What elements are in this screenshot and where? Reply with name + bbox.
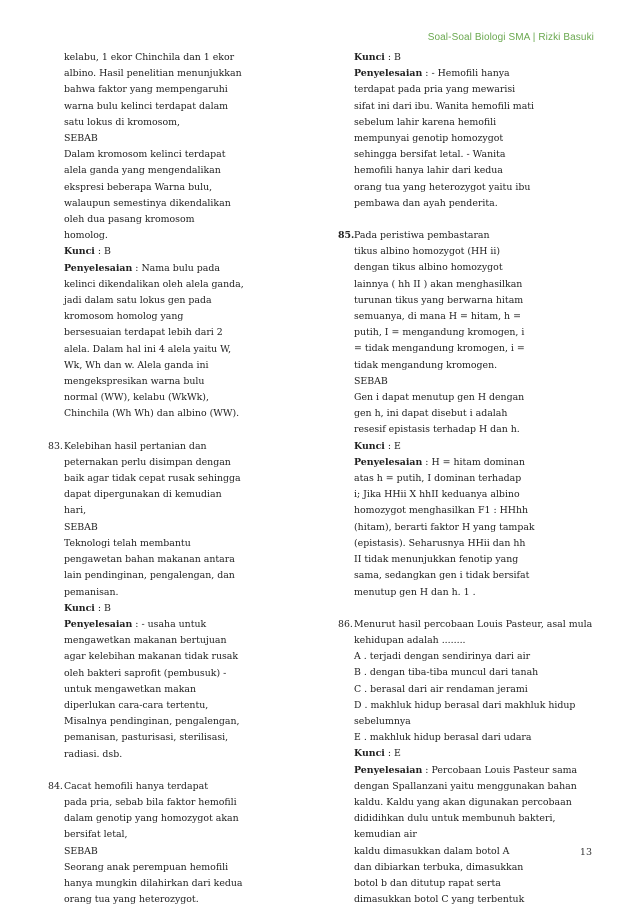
solution-line: diperlukan cara-cara tertentu, (64, 699, 209, 711)
option-a: A . terjadi dengan sendirinya dari air (354, 651, 531, 663)
solution-line: mengawetkan makanan bertujuan (64, 635, 227, 647)
solution-line: sifat ini dari ibu. Wanita hemofili mati (354, 100, 535, 112)
text-line: lain pendinginan, pengalengan, dan (64, 570, 235, 582)
answer-key-label: Kunci (354, 52, 385, 63)
solution-line: terdapat pada pria yang mewarisi (354, 84, 516, 96)
text-line: pengawetan bahan makanan antara (64, 554, 235, 566)
solution (64, 617, 298, 633)
text-line: ekspresi beberapa Warna bulu, (64, 181, 213, 193)
solution-line: kaldu dimasukkan dalam botol A (354, 845, 510, 857)
solution-line: pembawa dan ayah penderita. (354, 197, 498, 209)
option-d-continued: sebelumnya (354, 715, 411, 727)
solution-first-line: : - usaha untuk (132, 618, 207, 630)
question-body (64, 439, 298, 763)
answer-key-value: : B (94, 246, 111, 258)
text-line: turunan tikus yang berwarna hitam (354, 294, 524, 306)
solution-line: normal (WW), kelabu (WkWk), (64, 392, 209, 404)
solution-line: kaldu. Kaldu yang akan digunakan percobaan (354, 796, 572, 808)
running-head: Soal-Soal Biologi SMA | Rizki Basuki (427, 32, 594, 43)
text-line: pemanisan. (64, 586, 119, 598)
text-line: kehidupan adalah ........ (354, 634, 466, 646)
solution-first-line: : Nama bulu pada (132, 262, 220, 274)
solution-line: agar kelebihan makanan tidak rusak (64, 651, 239, 663)
text-line: baik agar tidak cepat rusak sehingga (64, 473, 241, 485)
answer-key-label: Kunci (64, 602, 95, 614)
solution-label: Penyelesaian (354, 456, 423, 468)
text-line: homolog. (64, 230, 108, 242)
option-e: E . makhluk hidup berasal dari udara (354, 732, 532, 744)
text-line: bahwa faktor yang mempengaruhi (64, 84, 228, 96)
question-number: 85. (338, 230, 355, 242)
answer-key-label: Kunci (64, 246, 95, 258)
text-line: SEBAB (64, 845, 98, 857)
text-line: pada pria, sebab bila faktor hemofili (64, 796, 237, 808)
solution-label: Penyelesaian (64, 262, 133, 274)
text-line: lainnya ( hh II ) akan menghasilkan (354, 278, 523, 290)
solution-first-line: : Percobaan Louis Pasteur sama (422, 764, 578, 776)
solution-line: (epistasis). Seharusnya HHii dan hh (354, 537, 526, 549)
text-line: dalam genotip yang homozygot akan (64, 813, 239, 825)
answer-key (64, 244, 298, 260)
text-line: hanya mungkin dilahirkan dari kedua (64, 877, 243, 889)
solution-line: oleh bakteri saprofit (pembusuk) - (64, 667, 227, 679)
solution-line: botol b dan ditutup rapat serta (354, 877, 501, 889)
solution-line: jadi dalam satu lokus gen pada (64, 295, 212, 307)
option-b: B . dengan tiba-tiba muncul dari tanah (354, 667, 539, 679)
text-line: kelabu, 1 ekor Chinchila dan 1 ekor (64, 52, 235, 63)
answer-key-value: : E (384, 440, 401, 452)
text-line: Gen i dapat menutup gen H dengan (354, 392, 525, 404)
solution-line: radiasi. dsb. (64, 748, 123, 760)
solution-line: Wk, Wh dan w. Alela ganda ini (64, 359, 209, 371)
answer-key (354, 439, 598, 455)
page-number: 13 (579, 847, 592, 858)
text-line: alela ganda yang mengendalikan (64, 165, 221, 177)
solution-line: kemudian air (354, 829, 417, 841)
option-c: C . berasal dari air rendaman jerami (354, 683, 528, 695)
text-line: oleh dua pasang kromosom (64, 214, 195, 226)
text-line: tikus albino homozygot (HH ii) (354, 246, 501, 258)
solution (354, 763, 598, 779)
solution-line: alela. Dalam hal ini 4 alela yaitu W, (64, 343, 232, 355)
solution-line: orang tua yang heterozygot yaitu ibu (354, 181, 531, 193)
solution (64, 261, 298, 277)
solution-line: homozygot menghasilkan F1 : HHhh (354, 505, 529, 517)
solution-label: Penyelesaian (354, 764, 423, 776)
solution-line: mengekspresikan warna bulu (64, 376, 205, 388)
text-line: bersifat letal, (64, 829, 128, 841)
solution-label: Penyelesaian (354, 68, 423, 80)
text-line: albino. Hasil penelitian menunjukkan (64, 68, 242, 80)
question-number: 83. (48, 440, 63, 452)
solution-line: dan dibiarkan terbuka, dimasukkan (354, 861, 524, 873)
text-line: Kelebihan hasil pertanian dan (64, 440, 207, 452)
left-column (48, 50, 298, 908)
answer-key (354, 746, 598, 762)
solution-line: kelinci dikendalikan oleh alela ganda, (64, 278, 244, 290)
text-line: = tidak mengandung kromogen, i = (354, 343, 525, 355)
solution-first-line: : H = hitam dominan (422, 456, 525, 468)
solution (354, 455, 598, 471)
solution-line: mempunyai genotip homozygot (354, 133, 504, 145)
solution-line: sehingga bersifat letal. - Wanita (354, 149, 506, 161)
option-d: D . makhluk hidup berasal dari makhluk hidup (354, 699, 576, 711)
question-85 (338, 228, 598, 601)
text-line: orang tua yang heterozygot. (64, 894, 199, 906)
solution-line: Chinchila (Wh Wh) dan albino (WW). (64, 408, 240, 420)
solution-label: Penyelesaian (64, 618, 133, 630)
answer-key-label: Kunci (354, 748, 385, 760)
right-column (338, 50, 598, 908)
solution-line: atas h = putih, I dominan terhadap (354, 473, 522, 485)
text-line: SEBAB (64, 521, 98, 533)
solution-line: menutup gen H dan h. 1 . (354, 586, 476, 598)
answer-key-label: Kunci (354, 440, 385, 452)
solution-line: bersesuaian terdapat lebih dari 2 (64, 327, 223, 339)
text-line: dengan tikus albino homozygot (354, 262, 503, 274)
solution (354, 66, 598, 82)
question-body (64, 779, 298, 908)
continued-question-82 (48, 50, 298, 423)
solution-line: sama, sedangkan gen i tidak bersifat (354, 570, 530, 582)
text-line: semuanya, di mana H = hitam, h = (354, 311, 521, 323)
continued-question-84 (338, 50, 598, 212)
question-body (354, 617, 598, 908)
question-body (354, 228, 598, 601)
solution-line: Misalnya pendinginan, pengalengan, (64, 716, 240, 728)
solution-line: kromosom homolog yang (64, 311, 184, 323)
text-line: Menurut hasil percobaan Louis Pasteur, asal mula (354, 618, 593, 630)
answer-key-value: : B (94, 602, 111, 614)
text-line: putih, I = mengandung kromogen, i (354, 327, 525, 339)
solution-line: dididihkan dulu untuk membunuh bakteri, (354, 813, 556, 825)
answer-key-value: : B (384, 52, 401, 63)
solution-line: i; Jika HHii X hhII keduanya albino (354, 489, 520, 501)
question-number: 86. (338, 618, 353, 630)
text-line: Pada peristiwa pembastaran (354, 230, 490, 242)
text-line: satu lokus di kromosom, (64, 116, 180, 128)
question-86 (338, 617, 598, 908)
text-line: hari, (64, 505, 87, 517)
text-line: resesif epistasis terhadap H dan h. (354, 424, 520, 436)
text-line: dapat dipergunakan di kemudian (64, 489, 222, 501)
text-line: Seorang anak perempuan hemofili (64, 861, 229, 873)
text-line: Cacat hemofili hanya terdapat (64, 780, 208, 792)
text-line: warna bulu kelinci terdapat dalam (64, 100, 229, 112)
text-line: tidak mengandung kromogen. (354, 359, 498, 371)
solution-line: hemofili hanya lahir dari kedua (354, 165, 503, 177)
solution-line: sebelum lahir karena hemofili (354, 116, 497, 128)
text-line: peternakan perlu disimpan dengan (64, 456, 231, 468)
solution-line: untuk mengawetkan makan (64, 683, 197, 695)
text-line: Teknologi telah membantu (64, 537, 191, 549)
answer-key (354, 50, 598, 66)
text-line: Dalam kromosom kelinci terdapat (64, 149, 226, 161)
text-line: SEBAB (354, 375, 388, 387)
question-number: 84. (48, 780, 63, 792)
question-83 (48, 439, 298, 763)
solution-line: dengan Spallanzani yaitu menggunakan bahan (354, 780, 577, 792)
solution-line: (hitam), berarti faktor H yang tampak (354, 521, 535, 533)
solution-line: pemanisan, pasturisasi, sterilisasi, (64, 732, 229, 744)
question-84 (48, 779, 298, 908)
solution-line: dimasukkan botol C yang terbentuk (354, 894, 525, 906)
answer-key-value: : E (384, 748, 401, 760)
text-line: walaupun semestinya dikendalikan (64, 197, 231, 209)
solution-first-line: : - Hemofili hanya (422, 68, 510, 80)
answer-key (64, 601, 298, 617)
text-line: SEBAB (64, 133, 98, 145)
text-line: gen h, ini dapat disebut i adalah (354, 408, 508, 420)
solution-line: II tidak menunjukkan fenotip yang (354, 554, 519, 566)
